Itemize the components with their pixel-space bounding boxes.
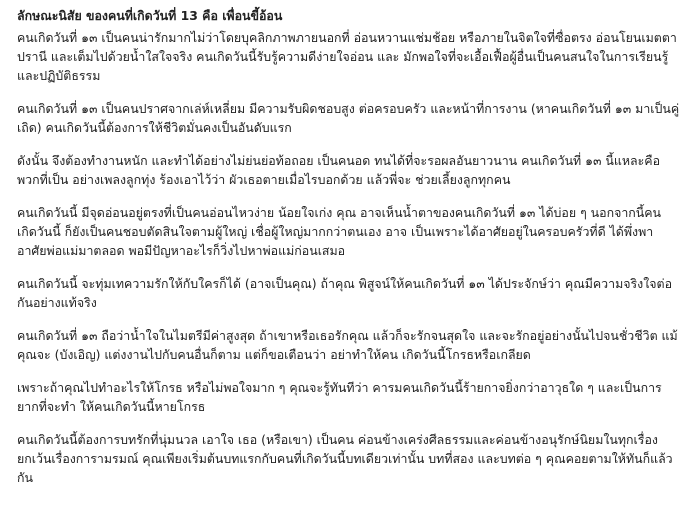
paragraph-1: คนเกิดวันที่ ๑๓ เป็นคนน่ารักมากไม่ว่าโดยบุคลิกภาพภายนอกที่ อ่อนหวานแช่มช้อย หรือภายในจิตใจที่ซื่อตรง อ่อนโยนเมตตาปรานี และเต็มไปด้วยน้ำใสใจจริง คนเกิดวันนี้รับรู้ความดีง่ายใจอ่อน และ มักพอใจที่จะเอื้อเฟื้อผู้อื่นเป็นคนสนใจในการเรียนรู้และปฏิบัติธรรม xyxy=(17,30,677,83)
paragraph-3: ดังนั้น จึงต้องทำงานหนัก และทำได้อย่างไม่ย่นย่อท้อถอย เป็นคนอด ทนได้ที่จะรอผลอันยาวนาน คนเกิดวันที่ ๑๓ นี้แหละคือพวกที่เป็น อย่างเพลงลูกทุ่ง ร้องเอาไว้ว่า ผัวเธอตายเมื่อไรบอกด้วย แล้วพี่จะ ช่วยเลี้ยงลูกทุกคน xyxy=(17,153,661,187)
paragraph-2: คนเกิดวันที่ ๑๓ เป็นคนปราศจากเล่ห์เหลี่ยม มีความรับผิดชอบสูง ต่อครอบครัว และหน้าที่การงาน (หาคนเกิดวันที่ ๑๓ มาเป็นคู่เถิด) คนเกิดวันนี้ต้องการให้ชีวิตมั่นคงเป็นอันดับแรก xyxy=(17,101,680,135)
paragraph-4: คนเกิดวันนี้ มีจุดอ่อนอยู่ตรงที่เป็นคนอ่อนไหวง่าย น้อยใจเก่ง คุณ อาจเห็นน้ำตาของคนเกิดวันที่ ๑๓ ได้บ่อย ๆ นอกจากนี้คนเกิดวันนี้ ก็ยังเป็นคนชอบตัดสินใจตามผู้ใหญ่ เชื่อผู้ใหญ่มากกว่าตนเอง อาจ เป็นเพราะได้อาศัยอยู่ในครอบครัวที่ดี ได้พึ่งพาอาศัยพ่อแม่มาตลอด พอมีปัญหาอะไรก็วิ่งไปหาพ่อแม่ก่อนเสมอ xyxy=(17,205,662,258)
paragraph-6: คนเกิดวันที่ ๑๓ ถือว่าน้ำใจในไมตรีมีค่าสูงสุด ถ้าเขาหรือเธอรักคุณ แล้วก็จะรักจนสุดใจ และจะรักอยู่อย่างนั้นไปจนชั่วชีวิต แม้คุณจะ (บังเอิญ) แต่งงานไปกับคนอื่นก็ตาม แต่ก็ขอเตือนว่า อย่าทำให้คน เกิดวันนี้โกรธหรือเกลียด xyxy=(17,328,678,362)
paragraph-5: คนเกิดวันนี้ จะทุ่มเทความรักให้กับใครก็ได้ (อาจเป็นคุณ) ถ้าคุณ พิสูจน์ให้คนเกิดวันที่ ๑๓ ได้ประจักษ์ว่า คุณมีความจริงใจต่อกันอย่างแท้จริง xyxy=(17,276,673,310)
article-title: ลักษณะนิสัย ของคนที่เกิดวันที่ 13 คือ เพื่อนขี้อ้อน xyxy=(17,8,283,23)
paragraph-8: คนเกิดวันนี้ต้องการบทรักที่นุ่มนวล เอาใจ เธอ (หรือเขา) เป็นคน ค่อนข้างเคร่งศีลธรรมและค่อนข้างอนุรักษ์นิยมในทุกเรื่องยกเว้นเรื่องการามรมณ์ คุณเพียงเริ่มต้นบทแรกกับคนที่เกิดวันนี้บทเดียวเท่านั้น บทที่สอง และบทต่อ ๆ คุณคอยตามให้ทันก็แล้วกัน xyxy=(17,432,673,485)
paragraph-7: เพราะถ้าคุณไปทำอะไรให้โกรธ หรือไม่พอใจมาก ๆ คุณจะรู้ทันทีว่า คารมคนเกิดวันนี้ร้ายกาจยิ่งกว่าอาวุธใด ๆ และเป็นการยากที่จะทำ ให้คนเกิดวันนี้หายโกรธ xyxy=(17,380,662,414)
